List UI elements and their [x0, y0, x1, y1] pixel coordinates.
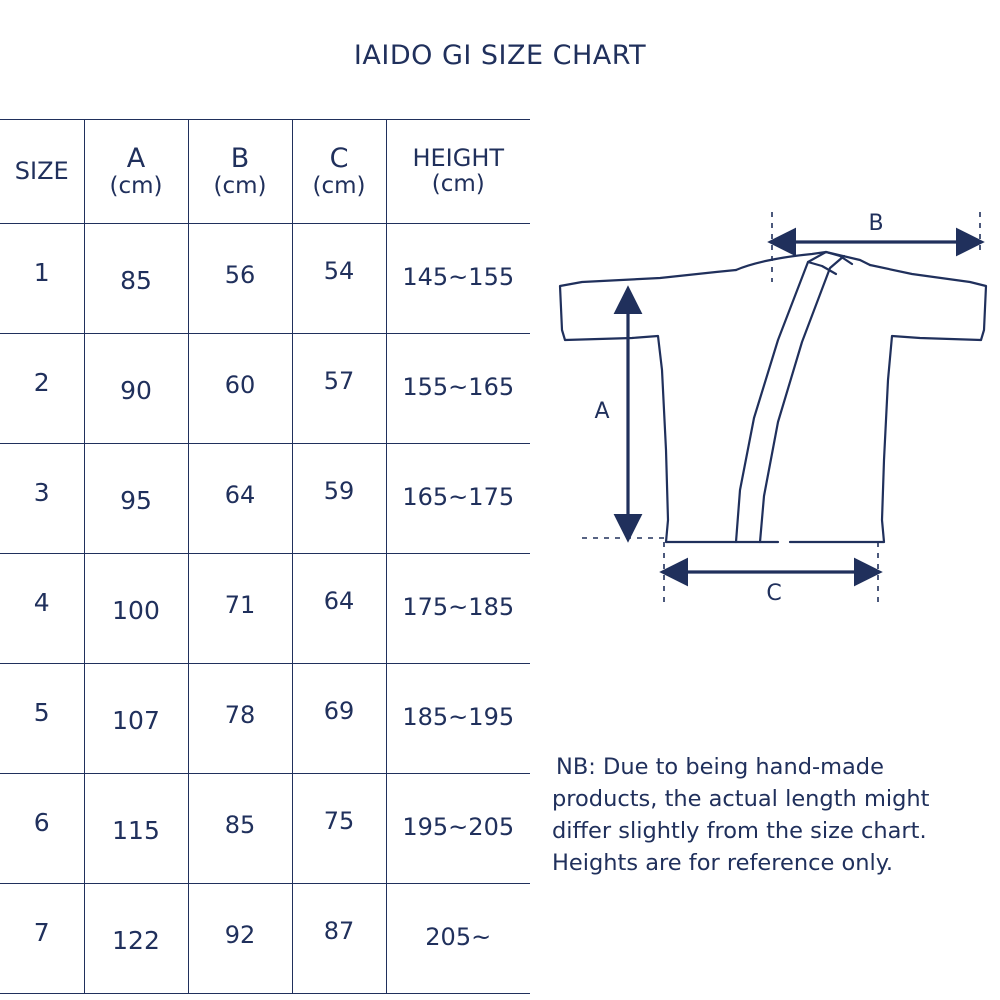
column-header-height-letter: HEIGHT [412, 144, 505, 173]
cell-height-value: 195~205 [402, 813, 515, 841]
cell-c [292, 774, 386, 884]
cell-height-value: 165~175 [402, 483, 515, 511]
cell-c-value: 57 [323, 367, 355, 395]
column-header-b-unit: (cm) [213, 172, 267, 199]
note-line-1: NB: Due to being hand-made [556, 754, 884, 780]
note-block [552, 752, 992, 880]
note-line-4: Heights are for reference only. [552, 849, 894, 876]
cell-size [0, 444, 84, 554]
cell-a-value: 85 [120, 266, 152, 295]
column-header-c-unit: (cm) [312, 172, 366, 199]
cell-height [386, 884, 530, 994]
table-row [0, 554, 530, 664]
table-row [0, 774, 530, 884]
cell-c [292, 334, 386, 444]
cell-b-value: 56 [224, 261, 256, 289]
cell-height-value: 205~ [425, 923, 492, 951]
cell-b-value: 92 [224, 921, 256, 949]
cell-a-value: 122 [112, 926, 160, 955]
cell-c-value: 75 [323, 807, 355, 835]
cell-size-value: 6 [33, 808, 50, 837]
cell-height-value: 145~155 [402, 263, 515, 291]
cell-height [386, 774, 530, 884]
column-header-a-unit: (cm) [109, 172, 163, 199]
page-title: IAIDO GI SIZE CHART [353, 40, 647, 71]
table-row [0, 334, 530, 444]
cell-height-value: 175~185 [402, 593, 515, 621]
table-row [0, 884, 530, 994]
gi-jacket-outline [560, 252, 986, 542]
dimension-c-label: C [766, 581, 782, 606]
column-header-size-label: SIZE [14, 156, 69, 185]
cell-b [188, 884, 292, 994]
cell-b-value: 64 [224, 481, 256, 509]
cell-height [386, 554, 530, 664]
note-line-3: differ slightly from the size chart. [552, 817, 927, 844]
column-header-a-letter: A [126, 143, 146, 175]
cell-c-value: 87 [323, 917, 355, 945]
cell-c-value: 69 [323, 697, 355, 725]
cell-a-value: 107 [112, 706, 160, 735]
cell-size-value: 7 [33, 918, 50, 947]
cell-c [292, 554, 386, 664]
table-row [0, 224, 530, 334]
column-header-b [188, 120, 292, 224]
cell-a [84, 444, 188, 554]
cell-b-value: 60 [224, 371, 256, 399]
column-header-height [386, 120, 530, 224]
cell-a-value: 115 [112, 816, 160, 845]
column-header-size [0, 120, 84, 224]
cell-c [292, 224, 386, 334]
cell-size-value: 3 [33, 478, 50, 507]
cell-a [84, 334, 188, 444]
column-header-c [292, 120, 386, 224]
cell-c [292, 444, 386, 554]
cell-size-value: 5 [33, 698, 50, 727]
cell-c-value: 54 [323, 257, 355, 285]
cell-a [84, 664, 188, 774]
cell-a-value: 100 [112, 596, 160, 625]
cell-b-value: 78 [224, 701, 256, 729]
size-table-container [0, 119, 530, 994]
table-header-row [0, 120, 530, 224]
cell-size-value: 2 [33, 368, 50, 397]
size-table [0, 119, 530, 994]
cell-b [188, 224, 292, 334]
cell-height [386, 664, 530, 774]
cell-height-value: 185~195 [402, 703, 515, 731]
cell-height [386, 334, 530, 444]
cell-a-value: 95 [120, 486, 152, 515]
dimension-b-label: B [868, 211, 884, 236]
cell-height [386, 224, 530, 334]
cell-a [84, 884, 188, 994]
cell-size [0, 334, 84, 444]
cell-size-value: 1 [33, 258, 50, 287]
cell-size [0, 884, 84, 994]
note-line-2: products, the actual length might [552, 785, 930, 812]
cell-b [188, 444, 292, 554]
cell-b-value: 71 [224, 591, 256, 619]
cell-size-value: 4 [33, 588, 50, 617]
cell-b-value: 85 [224, 811, 256, 839]
cell-b [188, 334, 292, 444]
table-row [0, 444, 530, 554]
cell-a [84, 224, 188, 334]
cell-c [292, 664, 386, 774]
column-header-b-letter: B [230, 143, 250, 175]
cell-size [0, 774, 84, 884]
cell-b [188, 664, 292, 774]
cell-a [84, 774, 188, 884]
cell-size [0, 224, 84, 334]
cell-b [188, 554, 292, 664]
column-header-a [84, 120, 188, 224]
column-header-height-unit: (cm) [431, 171, 485, 198]
cell-size [0, 664, 84, 774]
column-header-c-letter: C [329, 143, 349, 175]
table-row [0, 664, 530, 774]
cell-b [188, 774, 292, 884]
cell-size [0, 554, 84, 664]
cell-height-value: 155~165 [402, 373, 515, 401]
cell-height [386, 444, 530, 554]
dimension-a-label: A [594, 399, 610, 424]
cell-c [292, 884, 386, 994]
cell-a [84, 554, 188, 664]
cell-c-value: 64 [323, 587, 355, 615]
gi-diagram [540, 190, 1000, 640]
cell-c-value: 59 [323, 477, 355, 505]
cell-a-value: 90 [120, 376, 152, 405]
